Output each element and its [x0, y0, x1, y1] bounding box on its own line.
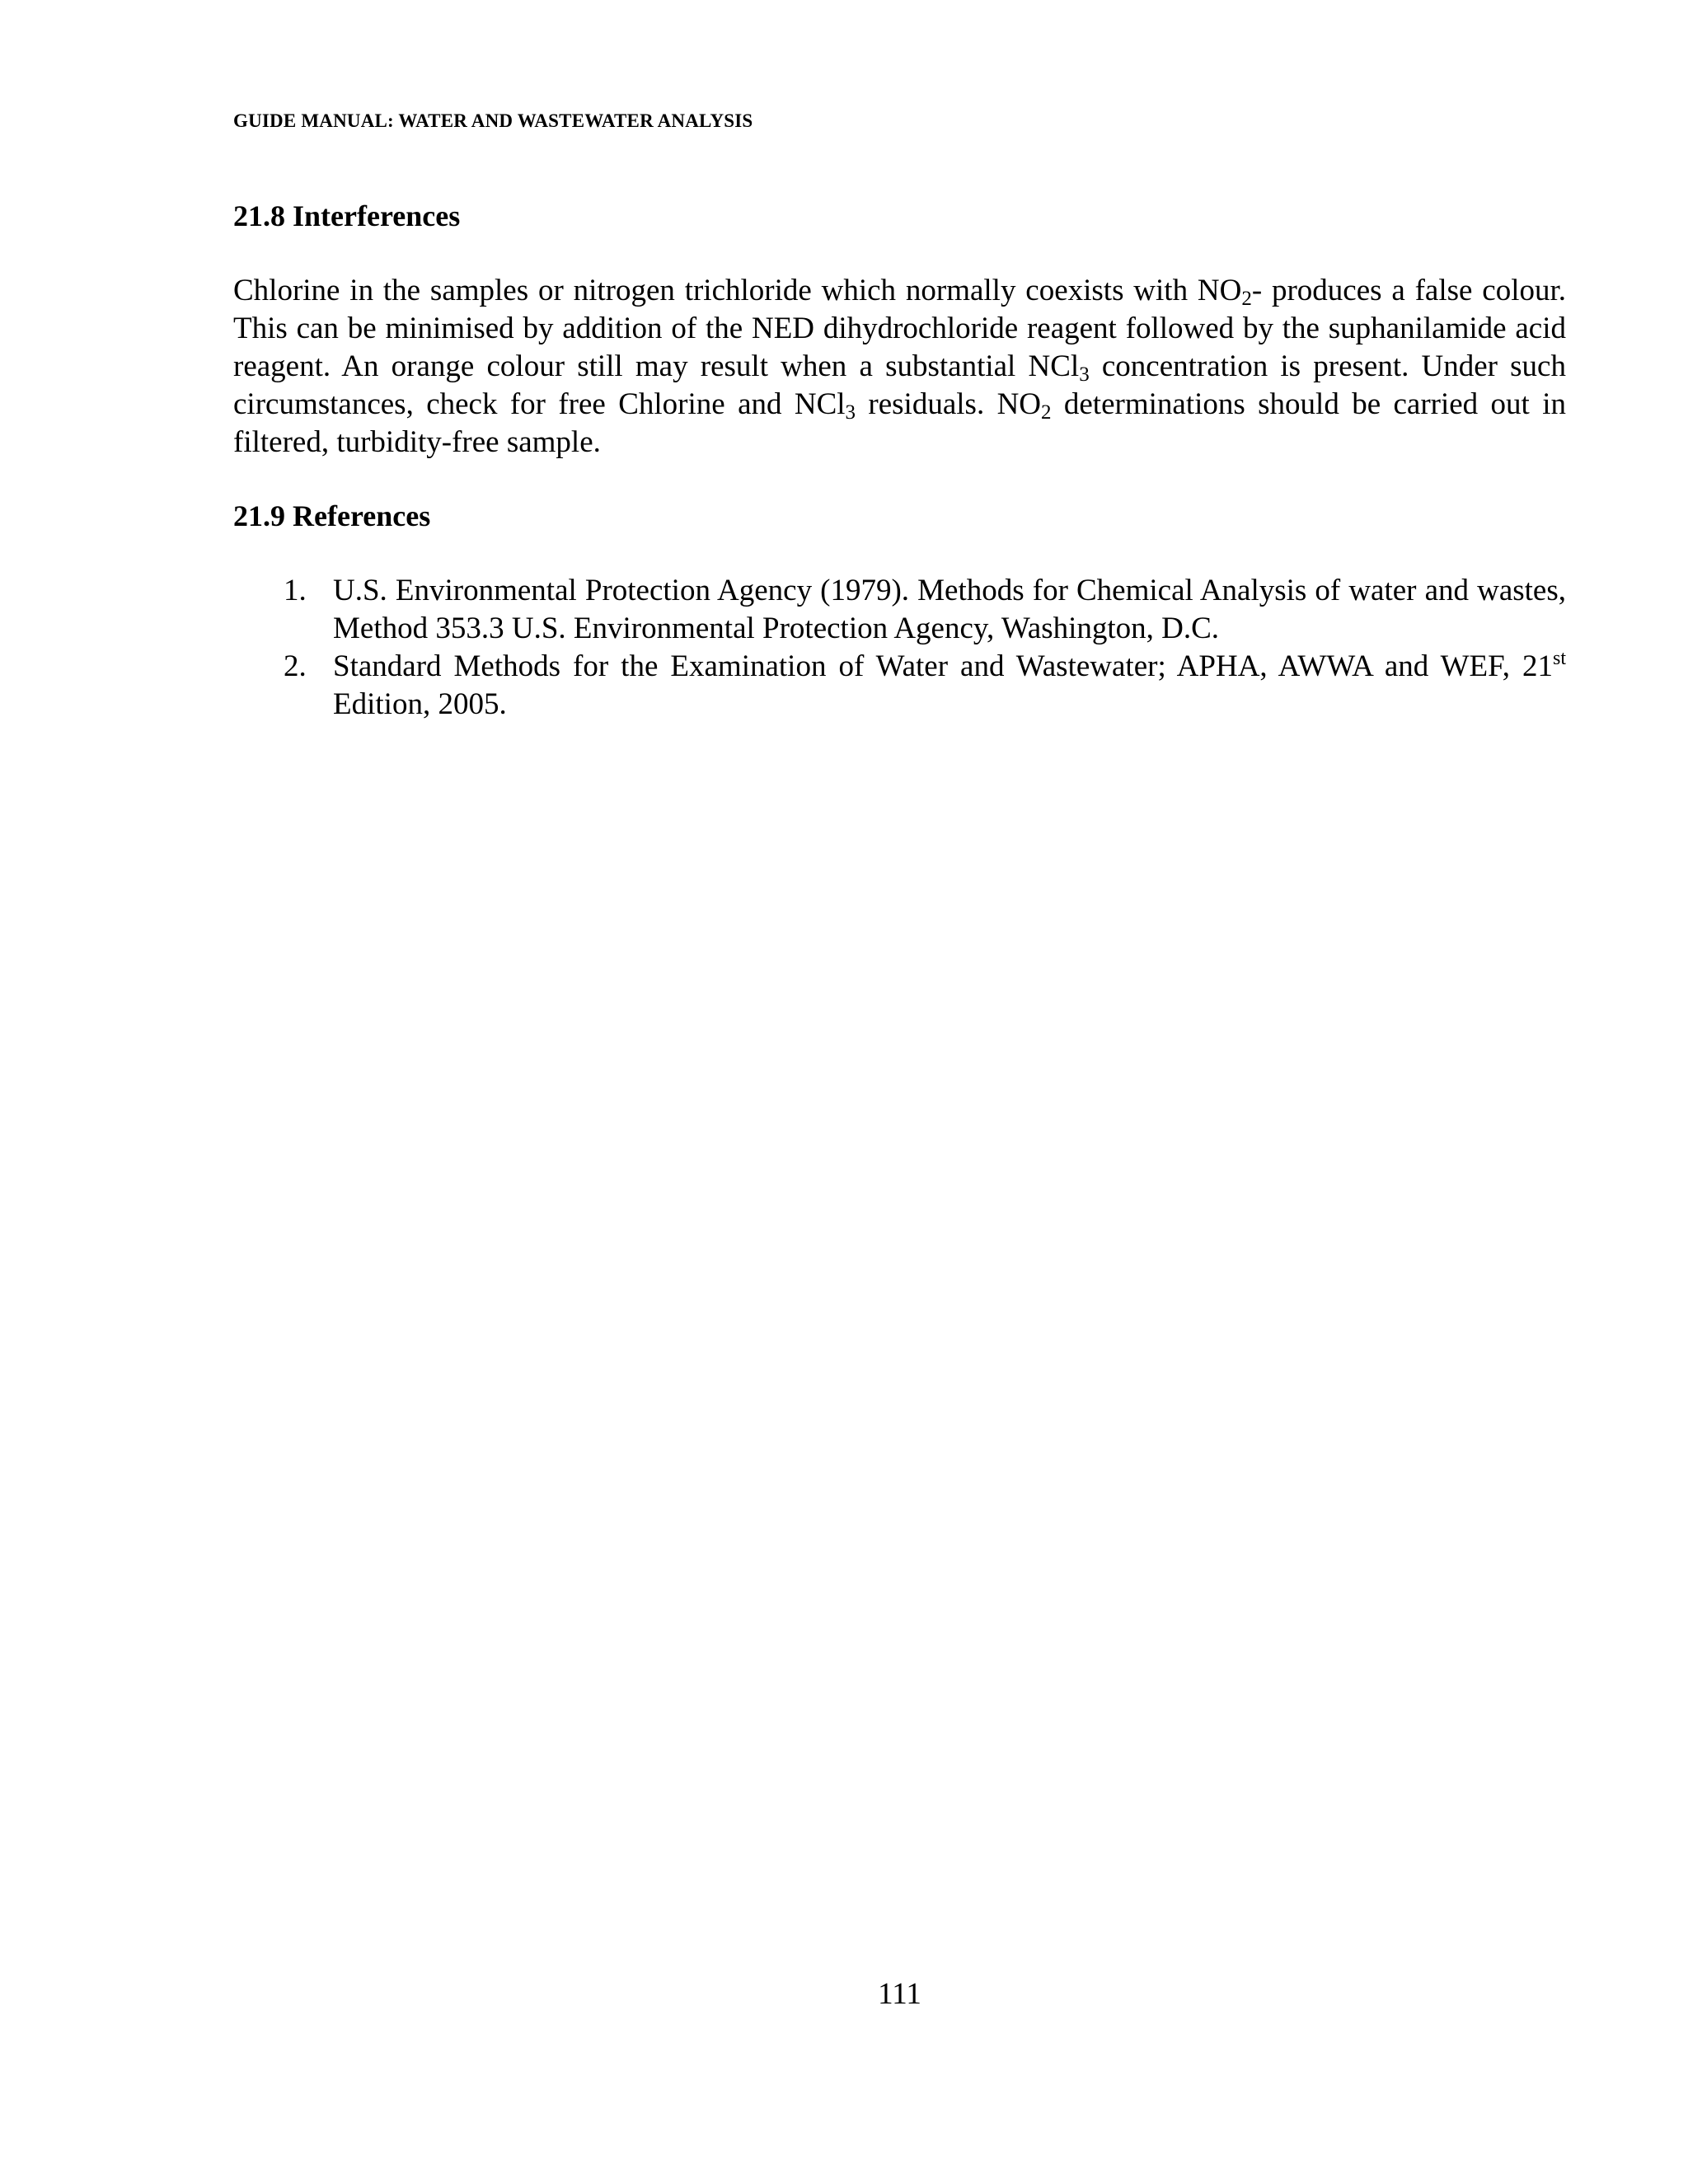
- list-item-number: 2.: [284, 649, 307, 683]
- superscript: st: [1552, 648, 1566, 669]
- list-item-text-part: Standard Methods for the Examination of Water and Wastewater; APHA, AWWA and WEF, 21: [333, 649, 1553, 683]
- list-item-number: 1.: [284, 574, 307, 607]
- list-item: [233, 572, 1566, 648]
- list-item-text-part: Edition, 2005.: [333, 687, 507, 721]
- subscript: 2: [1041, 401, 1052, 424]
- list-item-text: [333, 649, 1566, 721]
- paragraph-text: concentration is present. Under such circumstances, check for free Chlorine and NCl: [233, 349, 1566, 421]
- subscript: 2: [1241, 288, 1252, 310]
- running-header: GUIDE MANUAL: WATER AND WASTEWATER ANALYSIS: [233, 110, 753, 131]
- paragraph-text: - produces a false colour. This can be minimised by addition of the NED dihydrochloride reagent followed by the suphanilamide acid reagent. An orange colour still may result when a substantial NCl: [233, 274, 1567, 383]
- paragraph-text: determinations should be carried out in filtered, turbidity-free sample.: [233, 387, 1566, 459]
- section-heading-references: 21.9 References: [233, 499, 431, 532]
- section-heading-interferences: 21.8 Interferences: [233, 199, 461, 232]
- paragraph-text: residuals. NO: [856, 387, 1042, 421]
- page-number: 111: [878, 1977, 921, 2011]
- section-references: [233, 498, 1566, 724]
- subscript: 3: [845, 401, 856, 424]
- interferences-paragraph: [233, 272, 1566, 462]
- list-item: [233, 648, 1566, 724]
- list-item-text: U.S. Environmental Protection Agency (1979). Methods for Chemical Analysis of water and wastes, Method 353.3 U.S. Environmental Protection Agency, Washington, D.C.: [333, 574, 1566, 645]
- reference-list: [233, 572, 1566, 724]
- subscript: 3: [1079, 363, 1090, 386]
- section-interferences: [233, 198, 1566, 462]
- paragraph-text: Chlorine in the samples or nitrogen trichloride which normally coexists with NO: [233, 274, 1242, 307]
